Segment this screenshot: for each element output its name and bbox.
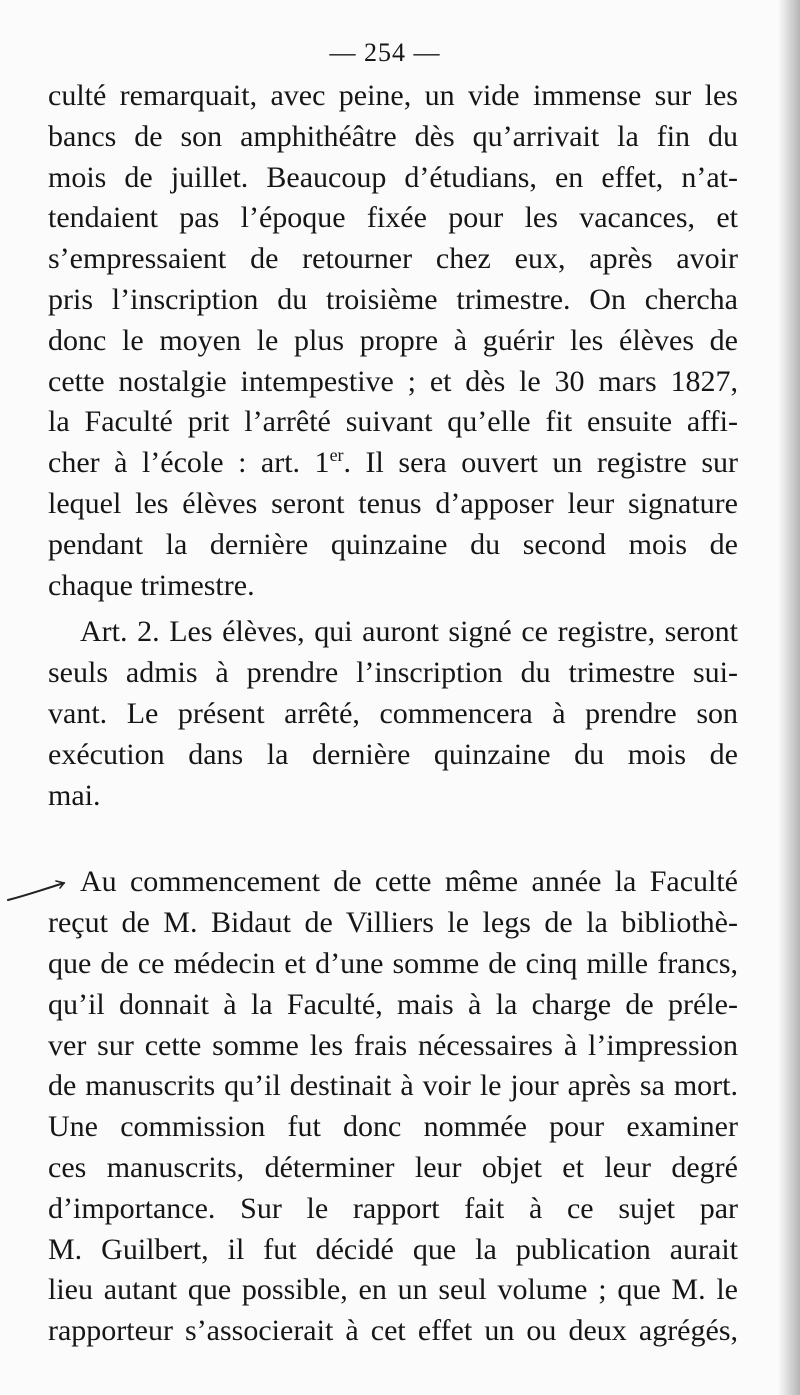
text-line: tendaient pas l’époque fixée pour les vacances, et xyxy=(48,201,738,235)
text-line: cette nostalgie intempestive ; et dès le 30 mars 1827, xyxy=(48,364,738,398)
paragraph-3 xyxy=(48,862,738,1352)
paragraph-1 xyxy=(48,76,738,606)
text-line: pendant la dernière quinzaine du second mois de xyxy=(48,527,738,561)
body-text xyxy=(48,76,738,1352)
line-part: cher à l’école : art. 1 xyxy=(48,446,330,480)
text-line: chaque trimestre. xyxy=(48,568,255,602)
text-line: la Faculté prit l’arrêté suivant qu’elle fit ensuite affi- xyxy=(48,405,738,439)
superscript-er: er xyxy=(329,445,344,466)
text-line: donc le moyen le plus propre à guérir les élèves de xyxy=(48,323,738,357)
text-line: ver sur cette somme les frais nécessaires à l’impression xyxy=(48,1028,738,1062)
text-line-article-one xyxy=(48,443,738,484)
text-line: vant. Le présent arrêté, commencera à prendre son xyxy=(48,696,738,730)
text-line: lieu autant que possible, en un seul volume ; que M. le xyxy=(48,1273,738,1307)
text-line: M. Guilbert, il fut décidé que la publication aurait xyxy=(48,1232,738,1266)
text-line: ces manuscrits, déterminer leur objet et leur degré xyxy=(48,1150,738,1184)
text-line: lequel les élèves seront tenus d’apposer leur signature xyxy=(48,486,738,520)
text-line: de manuscrits qu’il destinait à voir le jour après sa mort. xyxy=(48,1069,738,1103)
page-edge-shadow xyxy=(778,0,800,1395)
text-line: Art. 2. Les élèves, qui auront signé ce registre, seront xyxy=(80,615,738,649)
paragraph-2 xyxy=(48,612,738,816)
text-line: s’empressaient de retourner chez eux, après avoir xyxy=(48,242,738,276)
text-line: seuls admis à prendre l’inscription du trimestre sui- xyxy=(48,656,738,690)
text-line: Une commission fut donc nommée pour examiner xyxy=(48,1110,738,1144)
text-line: exécution dans la dernière quinzaine du mois de xyxy=(48,737,738,771)
text-line: qu’il donnait à la Faculté, mais à la charge de préle- xyxy=(48,987,738,1021)
text-line: culté remarquait, avec peine, un vide immense sur les xyxy=(48,79,738,112)
text-line: Au commencement de cette même année la Faculté xyxy=(80,865,738,899)
text-line: que de ce médecin et d’une somme de cinq mille francs, xyxy=(48,946,738,980)
text-line: reçut de M. Bidaut de Villiers le legs de la bibliothè- xyxy=(48,906,738,940)
text-line: pris l’inscription du troisième trimestre. On chercha xyxy=(48,282,738,316)
line-part: . Il sera ouvert un registre sur xyxy=(343,446,738,480)
text-line: mois de juillet. Beaucoup d’étudians, en effet, n’at- xyxy=(48,160,738,194)
page-number: — 254 — xyxy=(329,38,441,67)
text-line: bancs de son amphithéâtre dès qu’arrivait la fin du xyxy=(48,119,738,153)
text-line: mai. xyxy=(48,778,101,812)
text-line: rapporteur s’associerait à cet effet un ou deux agrégés, xyxy=(48,1314,738,1348)
text-line: d’importance. Sur le rapport fait à ce sujet par xyxy=(48,1191,738,1225)
